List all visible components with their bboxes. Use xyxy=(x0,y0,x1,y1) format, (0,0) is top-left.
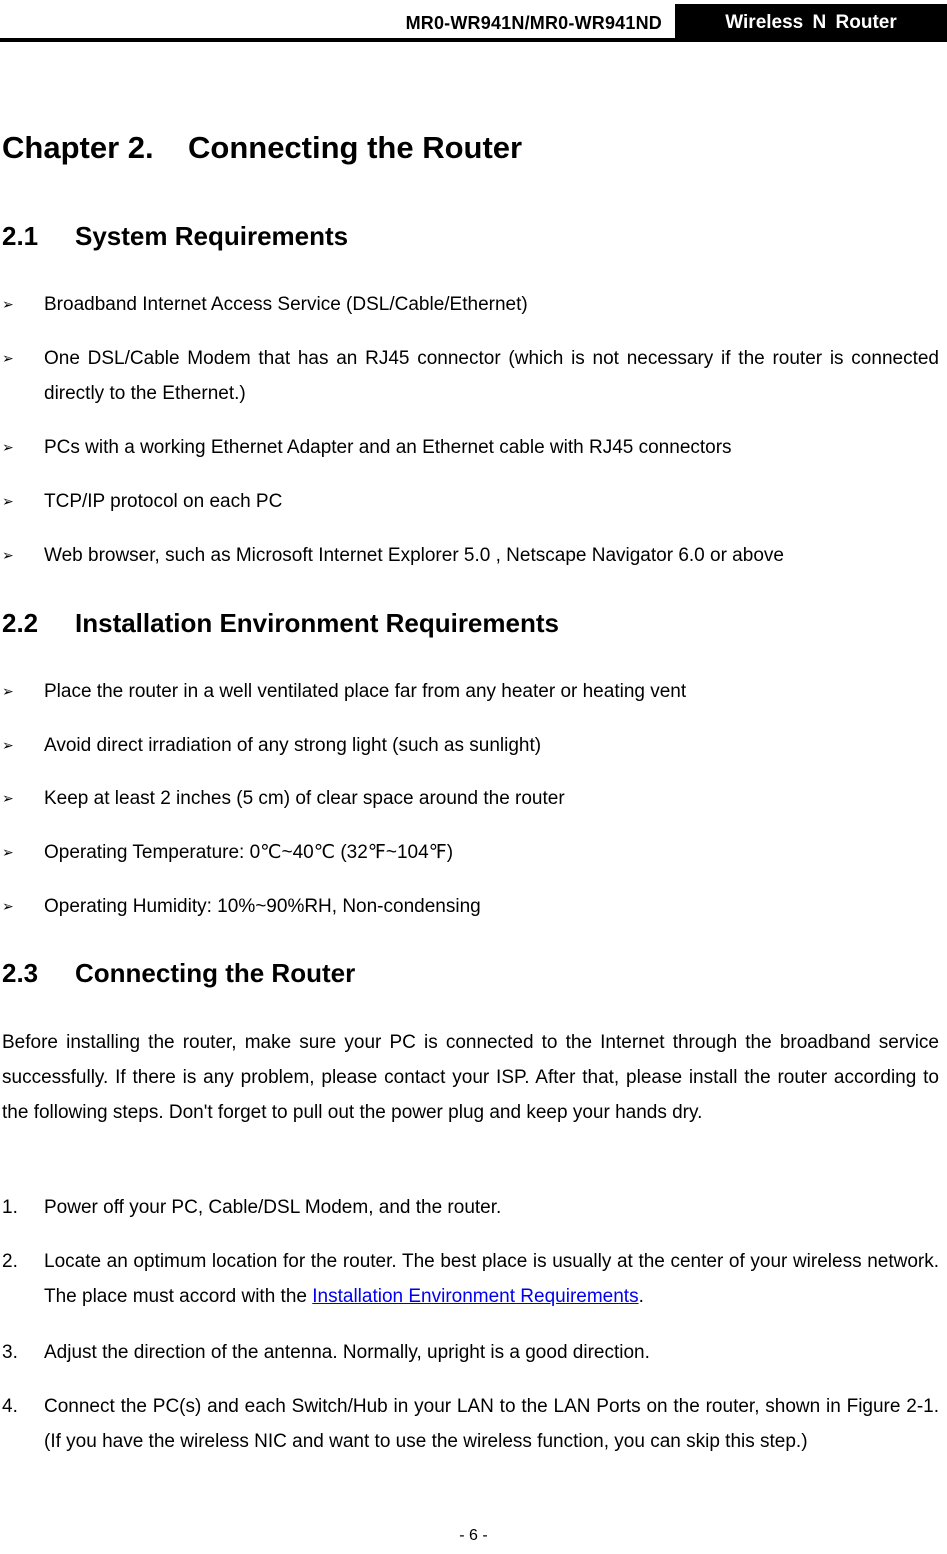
list-item xyxy=(2,341,939,411)
arrow-bullet-icon: ➢ xyxy=(2,350,14,366)
step-item xyxy=(2,1190,939,1225)
page-number: - 6 - xyxy=(459,1527,488,1544)
arrow-bullet-icon: ➢ xyxy=(2,493,14,509)
list-item-text: PCs with a working Ethernet Adapter and an Ethernet cable with RJ45 connectors xyxy=(44,437,732,458)
list-item xyxy=(2,835,939,870)
step-number: 3. xyxy=(2,1342,18,1363)
step-text xyxy=(44,1244,939,1314)
arrow-bullet-icon: ➢ xyxy=(2,683,14,699)
section-heading-2-2 xyxy=(2,608,559,639)
list-item-text: Keep at least 2 inches (5 cm) of clear space around the router xyxy=(44,788,565,809)
step-text-before: Locate an optimum location for the router. The best place is usually at the center of your wireless network. The place must accord with the xyxy=(44,1251,939,1307)
arrow-bullet-icon: ➢ xyxy=(2,737,14,753)
section-heading-2-1 xyxy=(2,221,348,252)
list-item-text: One DSL/Cable Modem that has an RJ45 connector (which is not necessary if the router is connected directly to the Ethernet.) xyxy=(44,348,939,404)
list-item-text: Web browser, such as Microsoft Internet Explorer 5.0 , Netscape Navigator 6.0 or above xyxy=(44,545,784,566)
page-header xyxy=(0,0,947,42)
header-model-name: MR0-WR941N/MR0-WR941ND xyxy=(405,13,662,33)
list-item-text: Operating Temperature: 0℃~40℃ (32℉~104℉) xyxy=(44,842,454,863)
list-item xyxy=(2,430,939,465)
list-item-text: TCP/IP protocol on each PC xyxy=(44,491,283,512)
list-item-text: Place the router in a well ventilated place far from any heater or heating vent xyxy=(44,681,687,702)
list-item-text: Operating Humidity: 10%~90%RH, Non-condensing xyxy=(44,896,481,917)
arrow-bullet-icon: ➢ xyxy=(2,898,14,914)
list-item xyxy=(2,538,939,573)
chapter-number: Chapter 2. xyxy=(2,130,154,165)
section-title: Installation Environment Requirements xyxy=(75,608,559,638)
chapter-title: Connecting the Router xyxy=(188,130,523,165)
step-text-after: . xyxy=(638,1286,644,1307)
step-text: Adjust the direction of the antenna. Normally, upright is a good direction. xyxy=(44,1342,650,1363)
intro-paragraph: Before installing the router, make sure your PC is connected to the Internet through the broadband service successfully. If there is any problem, please contact your ISP. After that, please install the router according to the following steps. Don't forget to pull out the power plug and keep your hands dry. xyxy=(2,1032,939,1123)
list-item xyxy=(2,889,939,924)
section-number: 2.2 xyxy=(2,608,39,638)
step-number: 4. xyxy=(2,1396,18,1417)
arrow-bullet-icon: ➢ xyxy=(2,844,14,860)
step-text: Power off your PC, Cable/DSL Modem, and the router. xyxy=(44,1197,502,1218)
step-item xyxy=(2,1389,939,1459)
arrow-bullet-icon: ➢ xyxy=(2,439,14,455)
header-rule xyxy=(0,38,947,42)
step-text: Connect the PC(s) and each Switch/Hub in your LAN to the LAN Ports on the router, shown in Figure 2-1. (If you have the wireless NIC and want to use the wireless function, you can skip this step.) xyxy=(44,1396,939,1452)
step-number: 1. xyxy=(2,1197,18,1218)
step-number: 2. xyxy=(2,1251,18,1272)
list-item xyxy=(2,781,939,816)
header-product-badge: Wireless N Router xyxy=(675,4,947,42)
arrow-bullet-icon: ➢ xyxy=(2,547,14,563)
list-item xyxy=(2,484,939,519)
section-title: Connecting the Router xyxy=(75,958,356,988)
list-item xyxy=(2,674,939,709)
step-item xyxy=(2,1244,939,1314)
list-item-text: Avoid direct irradiation of any strong light (such as sunlight) xyxy=(44,735,542,756)
step-item xyxy=(2,1335,939,1370)
arrow-bullet-icon: ➢ xyxy=(2,296,14,312)
list-item xyxy=(2,728,939,763)
arrow-bullet-icon: ➢ xyxy=(2,790,14,806)
chapter-heading xyxy=(2,130,522,166)
list-item xyxy=(2,287,939,322)
section-number: 2.1 xyxy=(2,221,39,251)
section-heading-2-3 xyxy=(2,958,355,989)
section-title: System Requirements xyxy=(75,221,349,251)
list-item-text: Broadband Internet Access Service (DSL/Cable/Ethernet) xyxy=(44,294,528,315)
section-number: 2.3 xyxy=(2,958,39,988)
installation-requirements-link[interactable]: Installation Environment Requirements xyxy=(312,1286,639,1307)
